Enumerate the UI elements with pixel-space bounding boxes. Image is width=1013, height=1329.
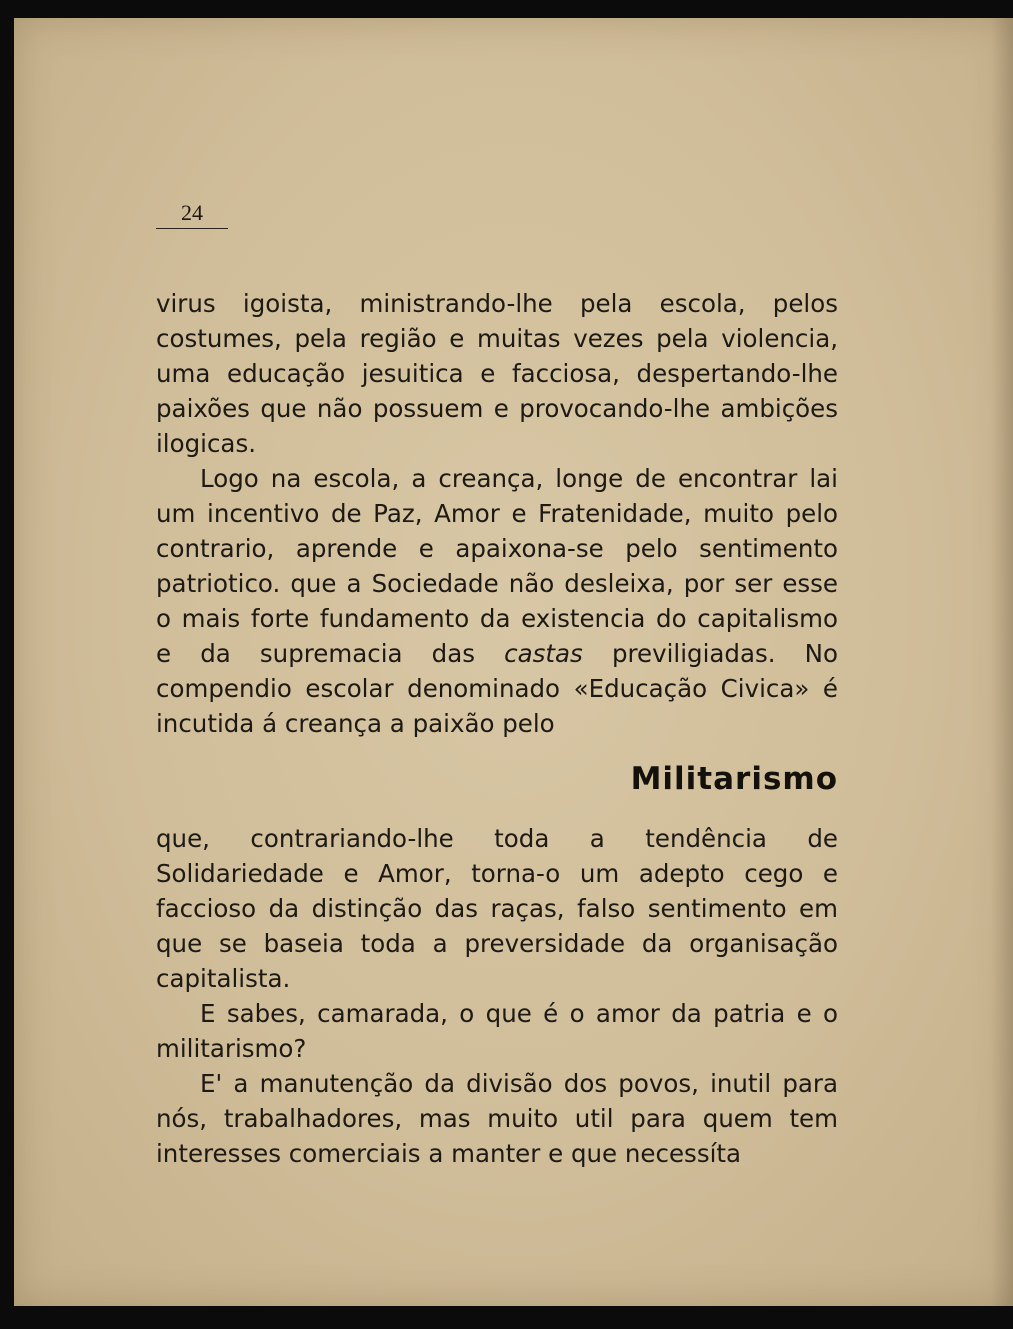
body-text — [156, 286, 838, 1171]
paragraph-1: virus igoista, ministrando-lhe pela escola, pelos costumes, pela região e muitas vezes pela violencia, uma educação jesuitica e facciosa, despertando-lhe paixões que não possuem e provocando-lhe ambições ilogicas. — [156, 289, 838, 458]
book-page — [14, 18, 1013, 1306]
paragraph-5: E' a manutenção da divisão dos povos, inutil para nós, trabalhadores, mas muito util para quem tem interesses comerciais a manter e que necessíta — [156, 1069, 838, 1168]
paragraph-4: E sabes, camarada, o que é o amor da patria e o militarismo? — [156, 999, 838, 1063]
paragraph-2-italic: castas — [504, 639, 583, 668]
paragraph-3: que, contrariando-lhe toda a tendência de Solidariedade e Amor, torna-o um adepto cego e faccioso da distinção das raças, falso sentimento em que se baseia toda a preversidade da organisação capitalista. — [156, 824, 838, 993]
paragraph-2 — [156, 461, 838, 741]
page-number: 24 — [156, 200, 228, 229]
paragraph-2-end: previligiadas. No compendio escolar denominado «Educação Civica» é incutida á creança a paixão pelo — [156, 639, 838, 738]
section-heading: Militarismo — [630, 761, 838, 797]
page-fold-shadow — [991, 18, 1013, 1306]
paragraph-2-start: Logo na escola, a creança, longe de encontrar lai um incentivo de Paz, Amor e Fratenidade, muito pelo contrario, aprende e apaixona-se pelo sentimento patriotico. que a Sociedade não desleixa, por ser esse o mais forte fundamento da existencia do capitalismo e da supremacia das — [156, 464, 838, 668]
